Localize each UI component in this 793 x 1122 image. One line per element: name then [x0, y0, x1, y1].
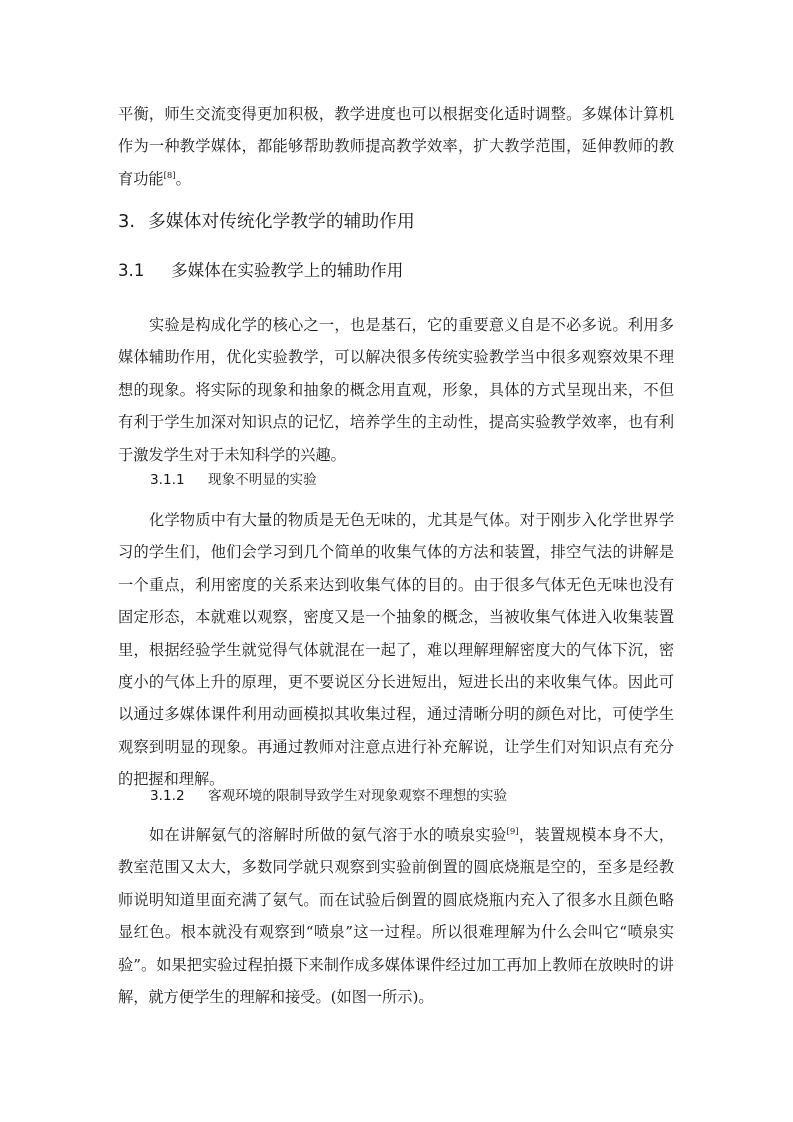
intro-tail: 。	[175, 169, 191, 188]
section-3-1-2-body-b: ，装置规模本身不大，教室范围又太大，多数同学就只观察到实验前倒置的圆底烧瓶是空的，至多是经教师说明知道里面充满了氨气。而在试验后倒置的圆底烧瓶内充入了很多水且颜色略显红色。根本就没有观察到“喷泉”这一过程。所以很难理解为什么会叫它“喷泉实验”。如果把实验过程拍摄下来制作成多媒体课件经过加工再加上教师在放映时的讲解，就方便学生的理解和接受。(如图一所示)。	[118, 826, 675, 1007]
section-3-1-1-number: 3.1.1	[150, 472, 185, 488]
section-3-1-2-title: 客观环境的限制导致学生对现象观察不理想的实验	[208, 788, 508, 804]
section-3-number: 3.	[118, 211, 135, 232]
citation-8: [8]	[163, 170, 176, 181]
intro-paragraph	[118, 98, 674, 195]
section-3-1-2-heading	[150, 784, 507, 808]
section-3-1-title: 多媒体在实验教学上的辅助作用	[171, 261, 404, 280]
section-3-1-number: 3.1	[118, 261, 145, 280]
section-3-1-1-title: 现象不明显的实验	[208, 472, 317, 488]
section-3-1-heading	[118, 256, 403, 286]
section-3-1-1-heading	[150, 468, 317, 492]
intro-text: 平衡，师生交流变得更加积极，教学进度也可以根据变化适时调整。多媒体计算机作为一种教学媒体，都能够帮助教师提高教学效率，扩大教学范围，延伸教师的教育功能	[118, 105, 674, 188]
section-3-title: 多媒体对传统化学教学的辅助作用	[148, 211, 415, 232]
section-3-heading	[118, 207, 415, 237]
section-3-1-2-body-a: 如在讲解氨气的溶解时所做的氨气溶于水的喷泉实验	[149, 826, 507, 844]
section-3-1-2-body	[118, 819, 674, 1013]
section-3-1-body: 实验是构成化学的核心之一，也是基石，它的重要意义自是不必多说。利用多媒体辅助作用，优化实验教学，可以解决很多传统实验教学当中很多观察效果不理想的现象。将实际的现象和抽象的概念用直观，形象，具体的方式呈现出来，不但有利于学生加深对知识点的记忆，培养学生的主动性，提高实验教学效率，也有利于激发学生对于未知科学的兴趣。	[118, 316, 674, 464]
section-3-1-2-number: 3.1.2	[150, 788, 185, 804]
citation-9: [9]	[506, 826, 519, 837]
section-3-1-1-body: 化学物质中有大量的物质是无色无味的，尤其是气体。对于刚步入化学世界学习的学生们，他们会学习到几个简单的收集气体的方法和装置，排空气法的讲解是一个重点，利用密度的关系来达到收集气体的目的。由于很多气体无色无味也没有固定形态，本就难以观察，密度又是一个抽象的概念，当被收集气体进入收集装置里，根据经验学生就觉得气体就混在一起了，难以理解理解密度大的气体下沉，密度小的气体上升的原理，更不要说区分长进短出，短进长出的来收集气体。因此可以通过多媒体课件利用动画模拟其收集过程，通过清晰分明的颜色对比，可使学生观察到明显的现象。再通过教师对注意点进行补充解说，让学生们对知识点有充分的把握和理解。	[118, 511, 674, 789]
